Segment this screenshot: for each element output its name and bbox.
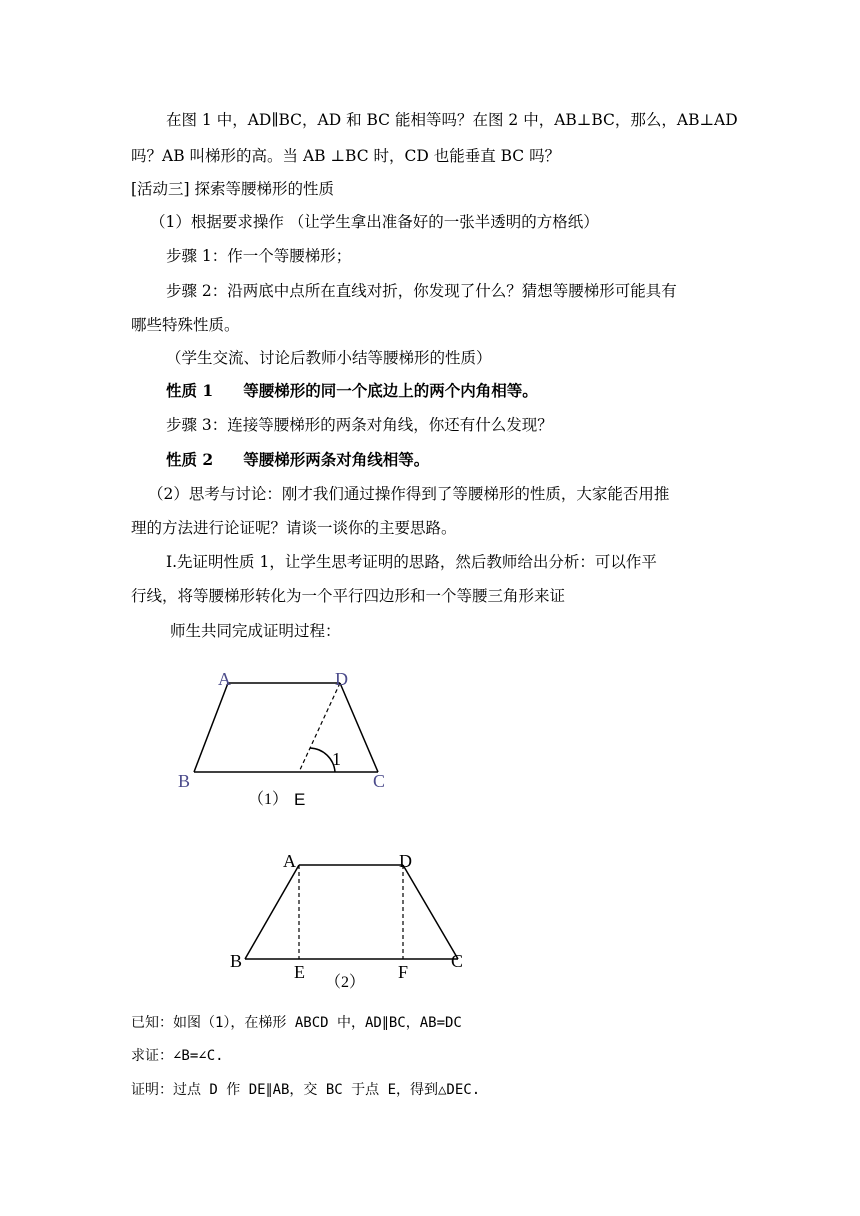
paragraph-line: （1）根据要求操作 （让学生拿出准备好的一张半透明的方格纸） [150,213,599,231]
segment-dc [403,865,458,959]
vertex-label-d: D [399,851,412,871]
property-label: 性质 2 [166,450,214,469]
angle-label-1: 1 [332,749,341,769]
paragraph-line: 步骤 2：沿两底中点所在直线对折，你发现了什么？猜想等腰梯形可能具有 [166,282,677,300]
vertex-label-e: E [294,790,306,809]
paragraph-line: Ⅰ.先证明性质 1，让学生思考证明的思路，然后教师给出分析：可以作平 [166,553,657,571]
segment-dc [340,683,378,772]
vertex-label-a: A [218,669,231,689]
paragraph-line: 哪些特殊性质。 [131,316,240,334]
paragraph-line: 步骤 3：连接等腰梯形的两条对角线，你还有什么发现？ [166,416,553,434]
section-heading: [活动三] 探索等腰梯形的性质 [131,180,335,198]
vertex-label-c: C [451,951,464,971]
paragraph-line: 行线，将等腰梯形转化为一个平行四边形和一个等腰三角形来证 [131,587,566,605]
property-1 [166,381,538,401]
paragraph-line: （学生交流、讨论后教师小结等腰梯形的性质） [166,349,492,367]
property-text: 等腰梯形两条对角线相等。 [243,450,430,469]
given-statement: 已知：如图（1），在梯形 ABCD 中，AD∥BC，AB=DC [131,1015,462,1031]
property-2 [166,450,429,470]
paragraph-line: 理的方法进行论证呢？请谈一谈你的主要思路。 [131,519,457,537]
figure-1 [170,665,410,815]
figure-caption: （2） [325,974,366,991]
property-text: 等腰梯形的同一个底边上的两个内角相等。 [243,381,538,400]
paragraph-line: 吗？AB 叫梯形的高。当 AB ⊥BC 时，CD 也能垂直 BC 吗？ [131,147,561,165]
paragraph-line: 师生共同完成证明过程： [170,622,341,640]
property-label: 性质 1 [166,381,214,400]
vertex-label-b: B [178,771,191,791]
paragraph-line: 步骤 1：作一个等腰梯形； [166,247,352,265]
paragraph-line: （2）思考与讨论：刚才我们通过操作得到了等腰梯形的性质，大家能否用推 [148,485,670,503]
vertex-label-a: A [283,851,296,871]
figure-2 [225,845,485,995]
segment-ab [194,683,228,772]
vertex-label-d: D [335,669,348,689]
segment-ab [245,865,299,959]
vertex-label-c: C [373,771,386,791]
vertex-label-f: F [398,962,409,982]
figure-caption: （1） [248,791,289,808]
paragraph-line: 在图 1 中，AD∥BC，AD 和 BC 能相等吗？在图 2 中，AB⊥BC，那么，AB⊥AD [166,111,738,129]
proof-statement: 证明：过点 D 作 DE∥AB，交 BC 于点 E，得到△DEC. [131,1082,481,1098]
vertex-label-b: B [230,951,243,971]
prove-statement: 求证：∠B=∠C. [131,1048,224,1064]
vertex-label-e: E [294,962,305,982]
